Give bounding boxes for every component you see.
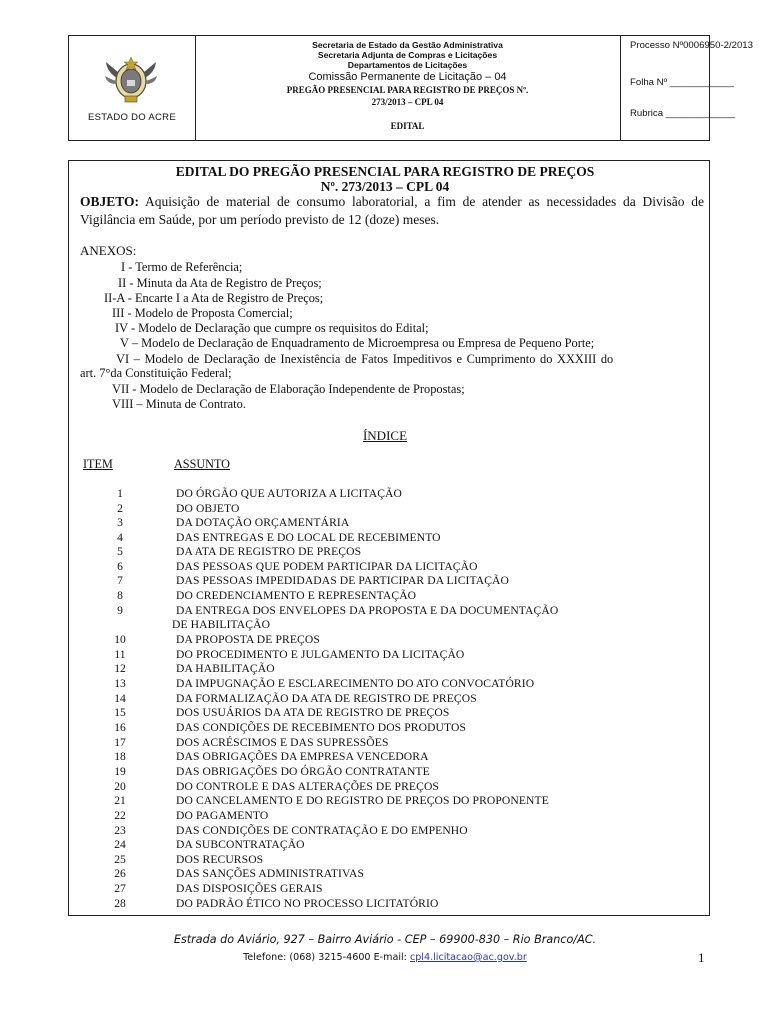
indice-item-subject: DA HABILITAÇÃO [176,662,275,675]
indice-item-subject: DE HABILITAÇÃO [172,618,271,631]
indice-item-number: 20 [114,780,126,793]
indice-item-subject: DAS ENTREGAS E DO LOCAL DE RECEBIMENTO [176,531,441,544]
indice-item-number: 22 [114,809,126,822]
indice-item-subject: DA IMPUGNAÇÃO E ESCLARECIMENTO DO ATO CONVOCATÓRIO [176,677,535,690]
indice-item-subject: DO CREDENCIAMENTO E REPRESENTAÇÃO [176,589,417,602]
indice-item-number: 13 [114,677,126,690]
header-line-numero: 273/2013 – CPL 04 [371,97,444,107]
indice-item-subject: DAS PESSOAS IMPEDIDADAS DE PARTICIPAR DA LICITAÇÃO [176,574,509,587]
indice-item-subject: DO PADRÃO ÉTICO NO PROCESSO LICITATÓRIO [176,897,439,910]
indice-item-subject: DA ENTREGA DOS ENVELOPES DA PROPOSTA E DA DOCUMENTAÇÃO [176,604,559,617]
indice-item-number: 4 [117,531,123,544]
anexo-item: V – Modelo de Declaração de Enquadramento de Microempresa ou Empresa de Pequeno Porte; [120,336,595,350]
header-title-cell [195,36,621,140]
indice-item-number: 5 [117,545,123,558]
indice-item-number: 15 [114,706,126,719]
indice-item-subject: DOS USUÁRIOS DA ATA DE REGISTRO DE PREÇOS [176,706,450,719]
header-line-pregao: PREGÃO PRESENCIAL PARA REGISTRO DE PREÇOS Nº. [286,85,529,95]
indice-item-subject: DO CANCELAMENTO E DO REGISTRO DE PREÇOS DO PROPONENTE [176,794,549,807]
indice-item-number: 12 [114,662,126,675]
anexo-item: II-A - Encarte I a Ata de Registro de Preços; [104,291,324,305]
indice-item-number: 9 [117,604,123,617]
indice-item-subject: DO CONTROLE E DAS ALTERAÇÕES DE PREÇOS [176,780,439,793]
indice-item-number: 27 [114,882,126,895]
anexo-item: II - Minuta da Ata de Registro de Preços; [118,276,322,290]
indice-item-number: 8 [117,589,123,602]
indice-item-number: 26 [114,867,126,880]
indice-item-subject: DA FORMALIZAÇÃO DA ATA DE REGISTRO DE PREÇOS [176,692,477,705]
indice-item-subject: DOS ACRÉSCIMOS E DAS SUPRESSÕES [176,736,389,749]
indice-item-number: 10 [114,633,126,646]
indice-item-subject: DAS CONDIÇÕES DE RECEBIMENTO DOS PRODUTOS [176,721,467,734]
footer-email-link[interactable]: cpl4.licitacao@ac.gov.br [409,952,527,963]
header-line-comissao: Comissão Permanente de Licitação – 04 [308,71,507,83]
state-seal-icon [103,54,159,106]
footer-phone: Telefone: (068) 3215-4600 E-mail: [243,952,410,963]
indice-item-subject: DAS PESSOAS QUE PODEM PARTICIPAR DA LICITAÇÃO [176,560,478,573]
anexo-item: III - Modelo de Proposta Comercial; [112,306,293,320]
indice-item-subject: DOS RECURSOS [176,853,264,866]
indice-item-subject: DA DOTAÇÃO ORÇAMENTÁRIA [176,516,350,529]
indice-item-subject: DA SUBCONTRATAÇÃO [176,838,305,851]
indice-item-subject: DA ATA DE REGISTRO DE PREÇOS [176,545,362,558]
header-line-edital: EDITAL [390,121,425,131]
doc-title: EDITAL DO PREGÃO PRESENCIAL PARA REGISTRO DE PREÇOS [175,164,595,179]
indice-item-number: 19 [114,765,126,778]
indice-item-number: 28 [114,897,126,910]
indice-item-number: 21 [114,794,126,807]
anexo-item: I - Termo de Referência; [121,260,243,274]
indice-item-number: 16 [114,721,126,734]
indice-item-number: 14 [114,692,126,705]
processo-number: Processo Nº0006950-2/2013 [630,40,753,51]
indice-heading: ÍNDICE [362,428,408,443]
indice-item-subject: DA PROPOSTA DE PREÇOS [176,633,320,646]
indice-item-number: 6 [117,560,123,573]
objeto-label: OBJETO: [80,194,140,209]
indice-item-subject: DAS CONDIÇÕES DE CONTRATAÇÃO E DO EMPENHO [176,824,468,837]
objeto-paragraph [80,193,704,229]
indice-item-number: 18 [114,750,126,763]
indice-item-number: 17 [114,736,126,749]
indice-item-number: 24 [114,838,126,851]
rubrica-field: Rubrica _____________ [630,108,736,119]
col-header-item: ITEM [83,457,113,471]
anexo-item: VII - Modelo de Declaração de Elaboração Independente de Propostas; [112,382,465,396]
footer-contact [0,952,770,963]
header-line-departamentos: Departamentos de Licitações [347,60,468,70]
indice-item-number: 25 [114,853,126,866]
indice-item-number: 11 [114,648,126,661]
indice-item-subject: DO ÓRGÃO QUE AUTORIZA A LICITAÇÃO [176,487,402,500]
anexo-item: IV - Modelo de Declaração que cumpre os requisitos do Edital; [115,321,429,335]
indice-item-subject: DO PROCEDIMENTO E JULGAMENTO DA LICITAÇÃO [176,648,465,661]
folha-field: Folha Nº ____________ [630,77,734,88]
indice-item-subject: DO PAGAMENTO [176,809,269,822]
header-line-secretaria: Secretaria de Estado da Gestão Administrativa [312,40,503,50]
header-process-cell [620,36,753,140]
indice-item-number: 2 [117,502,123,515]
indice-item-subject: DAS SANÇÕES ADMINISTRATIVAS [176,867,365,880]
indice-item-subject: DAS DISPOSIÇÕES GERAIS [176,882,323,895]
anexo-item-continuation: art. 7°da Constituição Federal; [80,366,232,380]
indice-item-number: 3 [117,516,123,529]
header-logo-cell [69,36,196,140]
col-header-assunto: ASSUNTO [174,457,230,471]
objeto-text: Aquisição de material de consumo laboratorial, a fim de atender as necessidades da Divisão de Vigilância em Saúde, por um período previsto de 12 (doze) meses. [80,194,704,227]
footer-address: Estrada do Aviário, 927 – Bairro Aviário - CEP – 69900-830 – Rio Branco/AC. [173,933,597,946]
header-line-adjunta: Secretaria Adjunta de Compras e Licitações [317,50,498,60]
indice-item-number: 1 [117,487,123,500]
anexos-label: ANEXOS: [80,243,137,258]
indice-item-subject: DAS OBRIGAÇÕES DO ÓRGÃO CONTRATANTE [176,765,430,778]
indice-item-number: 23 [114,824,126,837]
page-number: 1 [698,950,705,965]
indice-item-number: 7 [117,574,123,587]
anexo-item: VI – Modelo de Declaração de Inexistência de Fatos Impeditivos e Cumprimento do XXXIII do [116,352,614,366]
indice-item-subject: DAS OBRIGAÇÕES DA EMPRESA VENCEDORA [176,750,429,763]
indice-item-subject: DO OBJETO [176,502,240,515]
document-header [68,35,753,141]
doc-title-number: Nº. 273/2013 – CPL 04 [320,179,450,194]
anexo-item: VIII – Minuta de Contrato. [112,397,246,411]
estado-label: ESTADO DO ACRE [88,112,176,123]
